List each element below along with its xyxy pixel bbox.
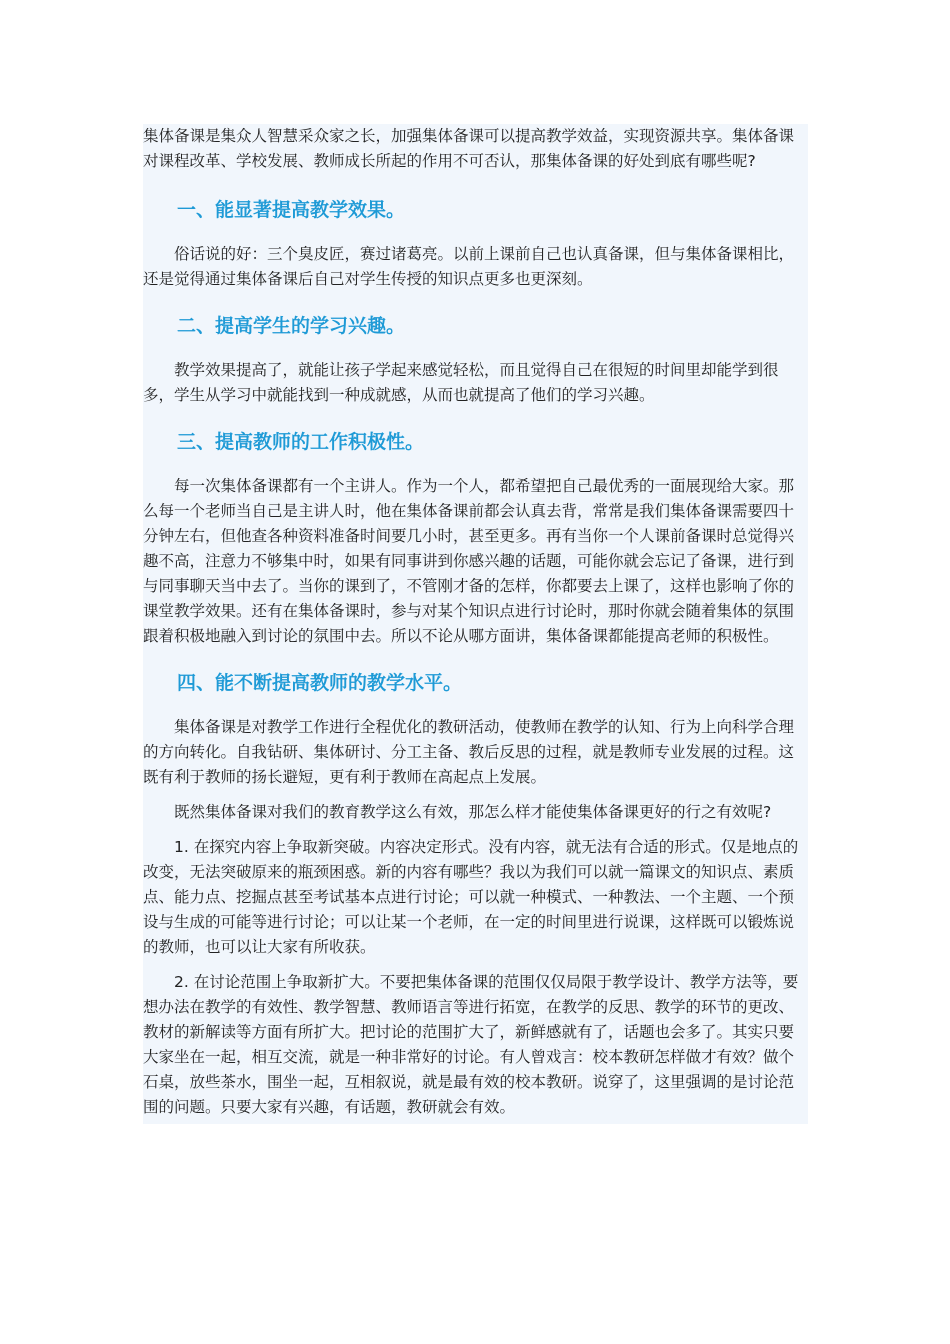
section-4-heading: 四、能不断提高教师的教学水平。: [177, 672, 463, 694]
section-2-paragraph: 教学效果提高了，就能让孩子学起来感觉轻松，而且觉得自己在很短的时间里却能学到很多，学生从学习中就能找到一种成就感，从而也就提高了他们的学习兴趣。: [143, 361, 779, 404]
point-2-paragraph: 2. 在讨论范围上争取新扩大。不要把集体备课的范围仅仅局限于教学设计、教学方法等，要想办法在教学的有效性、教学智慧、教师语言等进行拓宽，在教学的反思、教学的环节的更改、教材的新解读等方面有所扩大。把讨论的范围扩大了，新鲜感就有了，话题也会多了。其实只要大家坐在一起，相互交流，就是一种非常好的讨论。有人曾戏言：校本教研怎样做才有效？做个石桌，放些茶水，围坐一起，互相叙说，就是最有效的校本教研。说穿了，这里强调的是讨论范围的问题。只要大家有兴趣，有话题，教研就会有效。: [143, 973, 799, 1116]
intro-paragraph: 集体备课是集众人智慧采众家之长，加强集体备课可以提高教学效益，实现资源共享。集体备课对课程改革、学校发展、教师成长所起的作用不可否认，那集体备课的好处到底有哪些呢?: [143, 127, 795, 170]
section-3-heading: 三、提高教师的工作积极性。: [177, 431, 425, 453]
point-1-paragraph: 1. 在探究内容上争取新突破。内容决定形式。没有内容，就无法有合适的形式。仅是地点的改变，无法突破原来的瓶颈困惑。新的内容有哪些？我以为我们可以就一篇课文的知识点、素质点、能力点、挖掘点甚至考试基本点进行讨论；可以就一种模式、一种教法、一个主题、一个预设与生成的可能等进行讨论；可以让某一个老师，在一定的时间里进行说课，这样既可以锻炼说的教师，也可以让大家有所收获。: [143, 838, 799, 956]
question-paragraph: 既然集体备课对我们的教育教学这么有效，那怎么样才能使集体备课更好的行之有效呢?: [174, 803, 772, 821]
article-body: [143, 124, 808, 1124]
section-1-paragraph: 俗话说的好：三个臭皮匠，赛过诸葛亮。以前上课前自己也认真备课，但与集体备课相比，还是觉得通过集体备课后自己对学生传授的知识点更多也更深刻。: [143, 245, 795, 288]
section-3-paragraph: 每一次集体备课都有一个主讲人。作为一个人，都希望把自己最优秀的一面展现给大家。那么每一个老师当自己是主讲人时，他在集体备课前都会认真去背，常常是我们集体备课需要四十分钟左右，但他查各种资料准备时间要几小时，甚至更多。再有当你一个人课前备课时总觉得兴趣不高，注意力不够集中时，如果有同事讲到你感兴趣的话题，可能你就会忘记了备课，进行到与同事聊天当中去了。当你的课到了，不管刚才备的怎样，你都要去上课了，这样也影响了你的课堂教学效果。还有在集体备课时，参与对某个知识点进行讨论时，那时你就会随着集体的氛围跟着积极地融入到讨论的氛围中去。所以不论从哪方面讲，集体备课都能提高老师的积极性。: [143, 477, 795, 645]
section-4-paragraph: 集体备课是对教学工作进行全程优化的教研活动，使教师在教学的认知、行为上向科学合理的方向转化。自我钻研、集体研讨、分工主备、教后反思的过程，就是教师专业发展的过程。这既有利于教师的扬长避短，更有利于教师在高起点上发展。: [143, 718, 795, 786]
section-2-heading: 二、提高学生的学习兴趣。: [177, 315, 406, 337]
section-1-heading: 一、能显著提高教学效果。: [177, 199, 406, 221]
